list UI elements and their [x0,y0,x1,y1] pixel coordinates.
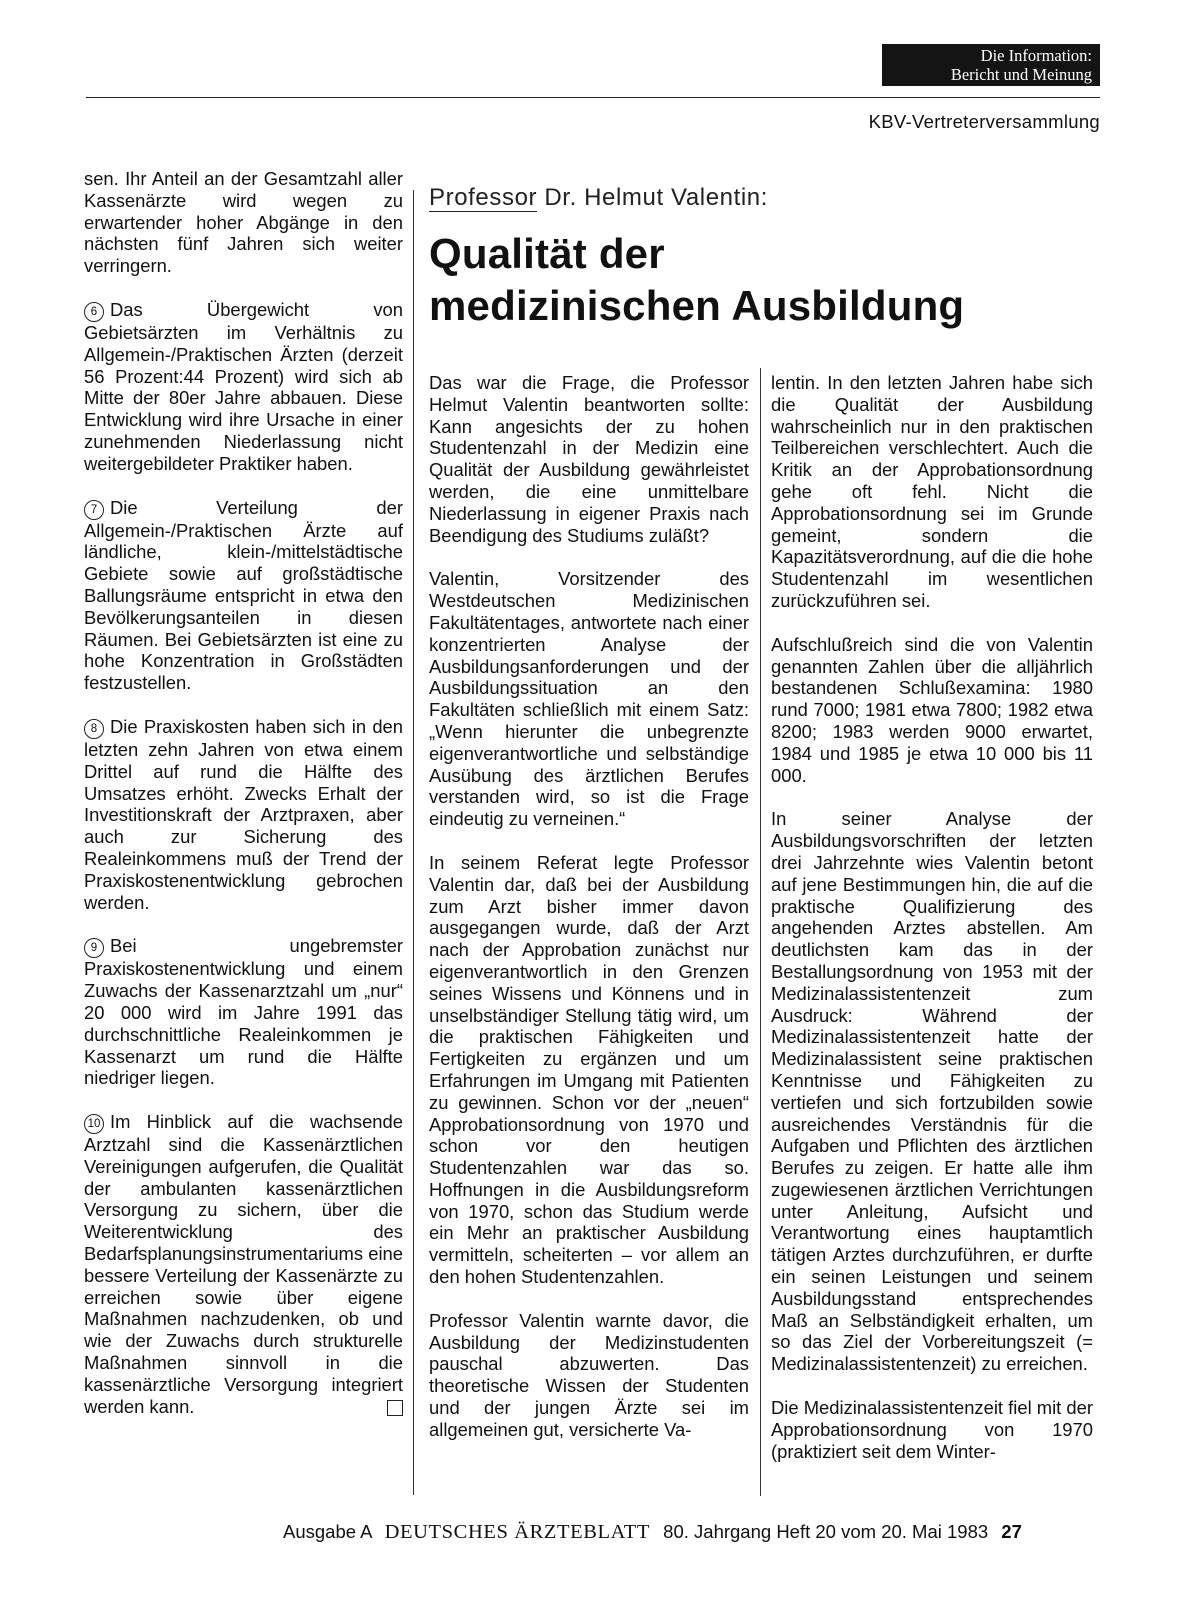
header-rule [86,97,1100,98]
footer-issue: 80. Jahrgang Heft 20 vom 20. Mai 1983 [663,1521,989,1542]
middle-column [429,372,749,1463]
numbered-point [84,1111,403,1417]
point-text: Im Hinblick auf die wachsende Arztzahl sind die Kassenärztlichen Vereinigungen aufgerufen, die Qualität der ambulanten kassenärztlichen Versorgung zu sichern, über die Weiterentwicklung des Bedarfsplanungsinstrumentariums eine bessere Verteilung der Kassenärzte zu erreichen sowie über eigene Maßnahmen nachzudenken, ob und wie der Zuwachs durch strukturelle Maßnahmen sinnvoll in die kassenärztliche Versorgung integriert werden kann. [84,1111,403,1417]
section-badge [882,44,1100,86]
paragraph: Das war die Frage, die Professor Helmut Valentin beantworten sollte: Kann angesichts der zu hohen Studentenzahl in der Medizin eine Qualität der Ausbildung gewährleistet werden, die eine unmittelbare Niederlassung in eigener Praxis nach Beendigung des Studiums zuläßt? [429,372,749,546]
paragraph: lentin. In den letzten Jahren habe sich die Qualität der Ausbildung wahrscheinlich nur in den praktischen Teilbereichen verschlechtert. Auch die Kritik an der Approbationsordnung gehe oft fehl. Nicht die Approbationsordnung sei im Grunde gemeint, sondern die Kapazitätsverordnung, auf die die hohe Studentenzahl im wesentlichen zurückzuführen sei. [771,372,1093,611]
numbered-point [84,716,403,913]
point-text: Das Übergewicht von Gebietsärzten im Verhältnis zu Allgemein-/Praktischen Ärzten (derzeit 56 Prozent:44 Prozent) wird sich ab Mitte der 80er Jahre abbauen. Diese Entwicklung wird ihre Ursache in einer zunehmenden Niederlassung nicht weitergebildeter Praktiker haben. [84,298,403,474]
page-number: 27 [1001,1521,1022,1542]
point-text: Bei ungebremster Praxiskostenentwicklung und einem Zuwachs der Kassenarztzahl um „nur“ 20 000 wird im Jahre 1991 das durchschnittliche Realeinkommen je Kassenarzt um rund die Hälfte niedriger liegen. [84,935,403,1089]
point-number: 7 [84,500,104,520]
point-number: 9 [84,938,104,958]
point-number: 6 [84,302,104,322]
article-title [429,228,1089,332]
numbered-point [84,497,403,694]
numbered-point [84,935,403,1089]
left-column [84,168,403,1439]
paragraph: Aufschlußreich sind die von Valentin genannten Zahlen über die alljährlich bestandenen Schlußexamina: 1980 rund 7000; 1981 etwa 7800; 1982 etwa 8200; 1983 werden 9000 erwartet, 1984 und 1985 je etwa 10 000 bis 11 000. [771,633,1093,786]
point-text: Die Praxiskosten haben sich in den letzten zehn Jahren von etwa einem Drittel auf rund die Hälfte des Umsatzes erhöht. Zwecks Erhalt der Investitionskraft der Arztpraxen, aber auch zur Sicherung des Realeinkommens muß der Trend der Praxiskostenentwicklung gebrochen werden. [84,715,403,913]
right-column [771,372,1093,1484]
badge-line-2: Bericht und Meinung [950,65,1092,84]
point-text: Die Verteilung der Allgemein-/Praktischen Ärzte auf ländliche, klein-/mittelstädtische Gebiete sowie auf großstädtische Ballungsräume entspricht in etwa den Bevölkerungsanteilen in diesen Räumen. Bei Gebietsärzten ist eine zu hohe Konzentration in Großstädten festzustellen. [84,496,403,694]
paragraph: In seinem Referat legte Professor Valentin dar, daß bei der Ausbildung zum Arzt bisher immer davon ausgegangen wurde, daß der Arzt nach der Approbation zunächst nur eigenverantwortlich in den Grenzen seines Wissens und Könnens und in unselbständiger Stellung tätig wird, um die praktischen Fähigkeiten und Fertigkeiten zu ergänzen und um Erfahrungen im Umgang mit Patienten zu gewinnen. Schon vor der „neuen“ Approbationsordnung von 1970 und schon vor den heutigen Studentenzahlen war das so. Hoffnungen in die Ausbildungsreform von 1970, schon das Studium werde ein Mehr an praktischer Ausbildung vermitteln, scheiterten – vor allem an den hohen Studentenzahlen. [429,851,749,1288]
paragraph: Valentin, Vorsitzender des Westdeutschen Medizinischen Fakultätentages, antwortete nach einer konzentrierten Analyse der Ausbildungsanforderungen und der Ausbildungssituation an den Fakultäten schließlich mit einem Satz: „Wenn hierunter die unbegrenzte eigenverantwortliche und selbständige Ausübung des ärztlichen Berufes verstanden wird, so ist die Frage eindeutig zu verneinen.“ [429,568,749,830]
paragraph: Die Medizinalassistentenzeit fiel mit der Approbationsordnung von 1970 (praktiziert seit dem Winter- [771,1397,1093,1462]
page-footer [283,1521,1022,1544]
article-byline [429,184,1099,212]
badge-line-1: Die Information: [980,46,1092,65]
title-line-1: Qualität der [429,230,665,277]
column-divider-left [413,190,414,1495]
numbered-point [84,299,403,475]
paragraph [84,168,403,277]
byline-rest: Dr. Helmut Valentin: [537,184,769,211]
footer-publication: DEUTSCHES ÄRZTEBLATT [384,1521,651,1543]
section-title: KBV-Vertreterversammlung [868,111,1100,132]
byline-underlined: Professor [429,184,538,211]
paragraph: Professor Valentin warnte davor, die Ausbildung der Medizinstudenten pauschal abzuwerten. Das theoretische Wissen der Studenten und der jungen Ärzte sei im allgemeinen gut, versicherte Va- [429,1309,749,1440]
title-line-2: medizinischen Ausbildung [429,282,965,329]
paragraph-text: sen. Ihr Anteil an der Gesamtzahl aller Kassenärzte wird wegen zu erwartender hoher Abgänge in den nächsten fünf Jahren sich weiter verringern. [84,168,403,277]
footer-edition: Ausgabe A [283,1521,372,1542]
end-of-article-mark [387,1400,403,1416]
column-divider-right [760,368,761,1496]
point-number: 8 [84,719,104,739]
paragraph: In seiner Analyse der Ausbildungsvorschriften der letzten drei Jahrzehnte wies Valentin betont auf jene Bestimmungen hin, die auf die praktische Qualifizierung des angehenden Arztes abstellen. Am deutlichsten kam das in der Bestallungsordnung von 1953 mit der Medizinalassistentenzeit zum Ausdruck: Während der Medizinalassistentenzeit hatte der Medizinalassistent seine praktischen Kenntnisse und Fähigkeiten zu vertiefen und sich fortzubilden sowie ausreichendes Verständnis für die Aufgaben und Pflichten des ärztlichen Berufes zu zeigen. Er hatte alle ihm zugewiesenen ärztlichen Verrichtungen unter Anleitung, Aufsicht und Verantwortung eines hauptamtlich tätigen Arztes durchzuführen, er durfte ein seinen Leistungen und seinem Ausbildungsstand entsprechendes Maß an Selbständigkeit erhalten, um so das Ziel der Vorbereitungszeit (= Medizinalassistentenzeit) zu erreichen. [771,808,1093,1375]
point-number: 10 [84,1114,104,1134]
